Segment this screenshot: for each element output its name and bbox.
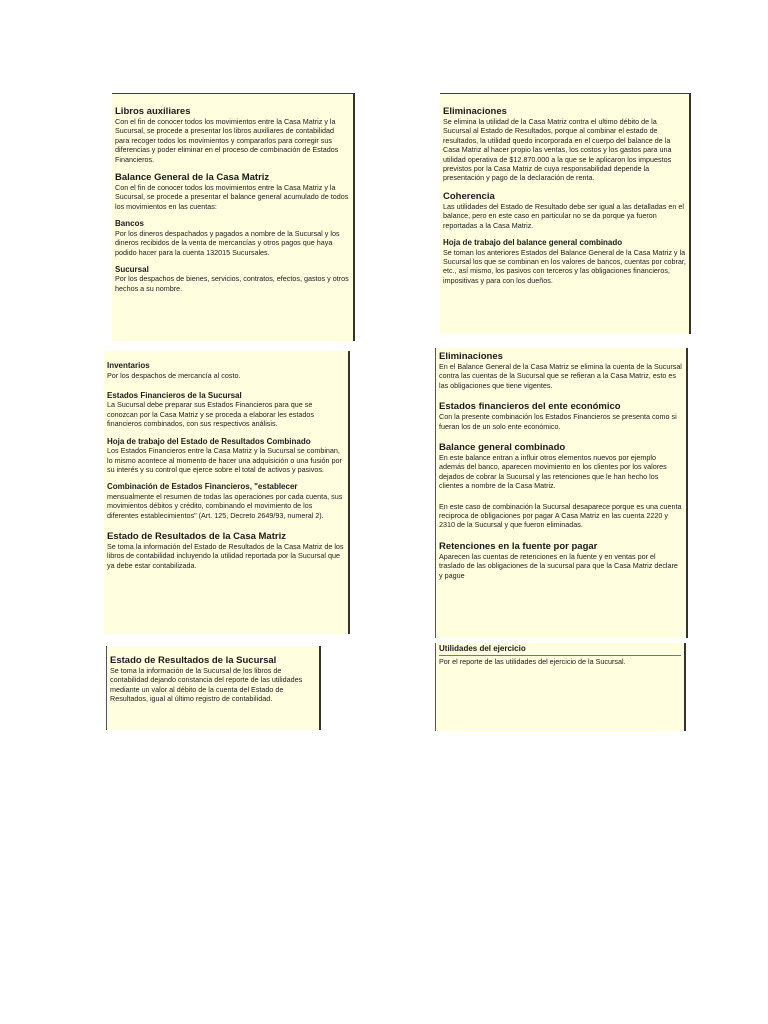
er-sucursal-title: Estado de Resultados de la Sucursal	[110, 655, 277, 666]
inventarios-title: Inventarios	[107, 361, 150, 370]
hoja-er-text: Los Estados Financieros entre la Casa Matriz y la Sucursal se combinan, lo mismo acontece al momento de hacer una adquisición o una fusión por su interés y su control que ejerce sobre el total de activos y pasivos.	[107, 446, 342, 474]
hoja-er-title: Hoja de trabajo del Estado de Resultados Combinado	[107, 436, 311, 446]
sucursal-title: Sucursal	[115, 264, 149, 274]
elim1-title: Eliminaciones	[443, 106, 507, 117]
libros-text: Con el fin de conocer todos los movimientos entre la Casa Matriz y la Sucursal, se procede a presentar los libros auxiliares de contabilidad para recoger todos los movimientos y compararlos para corregir sus diferencias y poder eliminar en el proceso de combinación de Estados Financieros.	[115, 117, 339, 164]
libros-title: Libros auxiliares	[115, 106, 191, 117]
coherencia-title: Coherencia	[443, 190, 495, 202]
card-inventarios	[104, 351, 350, 634]
utilidades-title: Utilidades del ejercicio	[439, 644, 526, 653]
bgc-text: En este balance entran a influir otros elementos nuevos por ejemplo además del banco, aparecen movimiento en los clientes por los valores dejados de cobrar la Sucursal y las retenciones que le han hecho los clientes a nombre de la Casa Matriz.	[439, 453, 667, 491]
hoja-balance-text: Se toman los anteriores Estados del Balance General de la Casa Matriz y la Sucursal los que se combinan en los valores de bancos, cuentas por cobrar, etc., así mismo, los pasivos con terceros y las obligaciones financieros, impositivas y para con los dueños.	[443, 247, 686, 285]
sucursal-text: Por los despachos de bienes, servicios, contratos, efectos, gastos y otros hechos a su nombre.	[115, 274, 349, 293]
hoja-balance-title: Hoja de trabajo del balance general combinado	[443, 238, 623, 248]
elim2-title: Eliminaciones	[439, 351, 503, 362]
bancos-title: Bancos	[115, 219, 144, 229]
card-eliminaciones-1	[440, 93, 691, 334]
inventarios-text: Por los despachos de mercancía al costo.	[107, 370, 241, 380]
ef-sucursal-text: La Sucursal debe preparar sus Estados Financieros para que se conozcan por la Casa Matriz y se proceda a elaborar les estados financieros combinados, con sus respectivos análisis.	[107, 400, 314, 429]
elim1-text: Se elimina la utilidad de la Casa Matriz contra el ultimo débito de la Sucursal al Estado de Resultados, porque al combinar el estado de resultados, la utilidad quedo incorporada en el cuerpo del balance de la Casa Matriz al hacer propio las ventas, los costos y los gastos para una utilidad operativa de $12.870.000 a la que se le aplicaron los impuestos previstos por la Casa Matriz de cuya responsabilidad depende la presentación y pago de la declaración de renta.	[443, 117, 672, 183]
utilidades-text: Por el reporte de las utilidades del ejercicio de la Sucursal.	[439, 656, 626, 666]
balance-title: Balance General de la Casa Matriz	[115, 172, 270, 184]
card-libros-auxiliares	[112, 93, 355, 341]
elim2-text: En el Balance General de la Casa Matriz se elimina la cuenta de la Sucursal contra las cuentas de la Sucursal que se refieran a la Casa Matriz, esto es las obligaciones que tiene vigentes.	[439, 362, 682, 390]
combinacion-text: mensualmente el resumen de todas las operaciones por cada cuenta, sus movimientos débitos y crédito, combinando el movimiento de los diferentes establecimientos" (Art. 125, Decreto 2649/93, numeral 2).	[107, 491, 343, 520]
er-matriz-title: Estado de Resultados de la Casa Matriz	[107, 531, 286, 543]
bgc-title: Balance general combinado	[439, 442, 566, 454]
efe-text: Con la presente combinación los Estados Financieros se presenta como si fueran los de un solo ente económico.	[439, 412, 677, 431]
balance-text: Con el fin de conocer todos los movimientos entre la Casa Matriz y la Sucursal, se procede a presentar el balance general acumulado de todos los movimientos en las cuentas:	[115, 183, 349, 211]
efe-title: Estados financieros del ente económico	[439, 401, 621, 413]
card-utilidades	[435, 643, 686, 731]
bgc-text-2: En este caso de combinación la Sucursal desaparece porque es una cuenta reciproca de obligaciones por pagar A Casa Matriz en las cuenta 2220 y 2310 de la Sucursal y que fueron eliminadas.	[439, 501, 682, 530]
coherencia-text: Las utilidades del Estado de Resultado debe ser igual a las detalladas en el balance, pero en este caso en particular no se da porque ya fueron reportadas a la Casa Matriz.	[443, 201, 684, 230]
card-eliminaciones-2	[435, 348, 688, 638]
ef-sucursal-title: Estados Financieros de la Sucursal	[107, 390, 242, 400]
retenciones-text: Aparecen las cuentas de retenciones en la fuente y en ventas por el traslado de las obligaciones de la sucursal para que la Casa Matriz declare y pague	[439, 551, 678, 580]
card-er-sucursal	[106, 646, 321, 730]
combinacion-title: Combinación de Estados Financieros, "establecer	[107, 482, 298, 492]
er-sucursal-text: Se toma la información de la Sucursal de los libros de contabilidad dejando constancia del reporte de las utilidades mediante un valor al débito de la cuenta del Estado de Resultados, igual al último registro de contabilidad.	[110, 666, 303, 704]
er-matriz-text: Se toma la información del Estado de Resultados de la Casa Matriz de los libros de contabilidad incluyendo la utilidad reportada por la Sucursal que ya debe estar contabilizada.	[107, 542, 344, 570]
retenciones-title: Retenciones en la fuente por pagar	[439, 540, 598, 552]
bancos-text: Por los dineros despachados y pagados a nombre de la Sucursal y los dineros recibidos de la venta de mercancías y otros pagos que haya podido hacer para la cuenta 132015 Sucursales.	[115, 228, 340, 257]
